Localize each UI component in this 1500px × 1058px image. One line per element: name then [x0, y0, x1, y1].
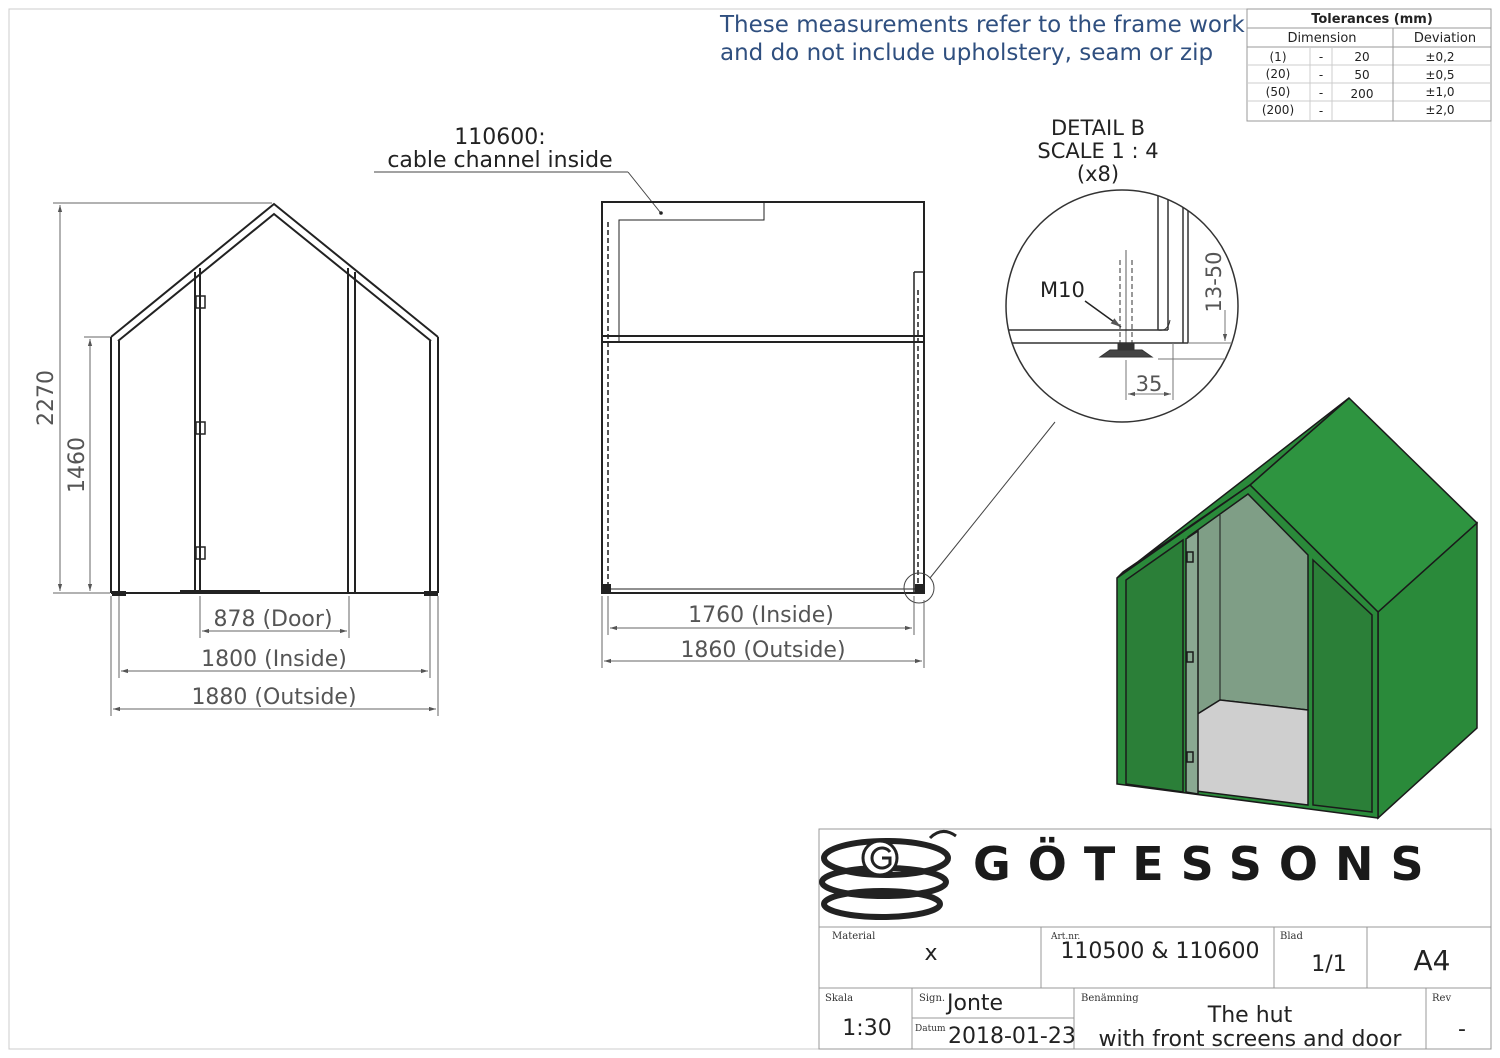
dim-height-wall: 1460: [65, 437, 90, 493]
detail-count: (x8): [1076, 162, 1120, 186]
detail-bolt-label: M10: [1040, 278, 1085, 302]
tolerance-row-to: 200: [1350, 87, 1374, 101]
material-value: x: [924, 941, 938, 966]
callout-leader: [374, 172, 660, 212]
material-label: Material: [832, 931, 876, 942]
rev-label: Rev: [1432, 993, 1452, 1004]
skala-value: 1:30: [842, 1016, 892, 1041]
front-roof-inner: [118, 214, 431, 341]
tolerance-table: [1247, 9, 1491, 121]
blad-label: Blad: [1280, 931, 1303, 942]
tolerance-row-from: (20): [1265, 67, 1291, 81]
detail-title: DETAIL B: [1051, 116, 1145, 140]
iso-interior-floor: [1188, 700, 1308, 805]
iso-left-screen: [1126, 540, 1183, 792]
tolerance-title: Tolerances (mm): [1311, 12, 1433, 27]
dim-height-total: 2270: [34, 370, 59, 426]
detail-dim-width: 35: [1135, 372, 1163, 396]
sign-value: Jonte: [947, 991, 1004, 1016]
tolerance-row-from: (50): [1265, 85, 1291, 99]
iso-view: [1117, 398, 1477, 818]
benamning-line-1: The hut: [1207, 1003, 1293, 1028]
benamning-line-2: with front screens and door: [1098, 1027, 1402, 1052]
datum-label: Datum: [915, 1024, 946, 1034]
tolerance-row-from: (200): [1261, 103, 1295, 117]
art-label: Art.nr.: [1051, 932, 1081, 942]
front-view: [111, 204, 438, 596]
callout-article: 110600:: [454, 125, 546, 150]
note-line-2: and do not include upholstery, seam or zip: [720, 40, 1214, 66]
tolerance-row-to: 20: [1354, 50, 1370, 64]
tolerance-col-deviation: Deviation: [1413, 31, 1477, 46]
dim-side-outside: 1860 (Outside): [680, 638, 846, 663]
tolerance-row-dev: ±0,5: [1425, 68, 1455, 82]
tolerance-row-dev: ±1,0: [1425, 85, 1455, 99]
skala-label: Skala: [825, 993, 854, 1004]
tolerance-row-dev: ±2,0: [1425, 103, 1455, 117]
dim-door-width: 878 (Door): [213, 607, 333, 632]
dim-front-inside: 1800 (Inside): [201, 647, 347, 672]
tolerance-col-dimension: Dimension: [1287, 31, 1357, 46]
note-line-1: These measurements refer to the frame work: [720, 12, 1245, 38]
datum-value: 2018-01-23: [948, 1024, 1076, 1049]
company-logo-icon: [822, 831, 956, 917]
detail-dim-adjust: 13-50: [1202, 251, 1226, 313]
front-roof-outer: [111, 204, 438, 337]
dim-front-outside: 1880 (Outside): [191, 685, 357, 710]
detail-scale: SCALE 1 : 4: [1037, 139, 1159, 163]
tolerance-row-dash: -: [1318, 86, 1324, 100]
benamning-label: Benämning: [1081, 993, 1139, 1004]
tolerance-row-to: 50: [1354, 68, 1370, 82]
tolerance-row-dash: -: [1318, 104, 1324, 118]
art-value: 110500 & 110600: [1060, 939, 1260, 964]
callout-description: cable channel inside: [387, 148, 613, 173]
company-name: GÖTESSONS: [973, 837, 1441, 891]
format-value: A4: [1413, 944, 1451, 977]
dim-side-inside: 1760 (Inside): [688, 603, 834, 628]
tolerance-row-dash: -: [1318, 50, 1324, 64]
sign-label: Sign.: [919, 993, 946, 1004]
rev-value: -: [1458, 1017, 1466, 1042]
side-view: [602, 202, 924, 593]
blad-value: 1/1: [1311, 952, 1347, 977]
tolerance-row-dash: -: [1318, 68, 1324, 82]
tolerance-row-dev: ±0,2: [1425, 50, 1455, 64]
tolerance-row-from: (1): [1269, 50, 1287, 64]
